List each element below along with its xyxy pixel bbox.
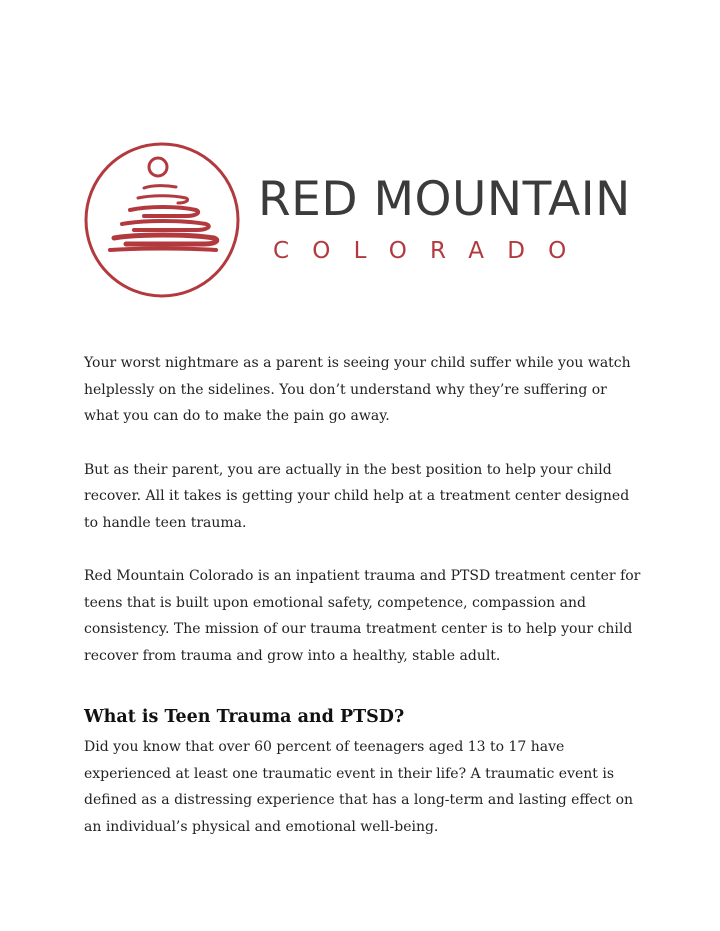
paragraph-parent-role: But as their parent, you are actually in the best position to help your child recover. All it takes is getting your child help at a treatment center designed to handle teen trauma. [84, 461, 630, 531]
logo-subtitle: COLORADO [273, 238, 590, 264]
logo-title: RED MOUNTAIN [258, 172, 631, 227]
section-heading: What is Teen Trauma and PTSD? [84, 707, 405, 727]
paragraph-intro: Your worst nightmare as a parent is seeing your child suffer while you watch helplessly on the sidelines. You don’t understand why they’re suffering or what you can do to make the pain go away. [84, 355, 631, 424]
mountain-emblem-icon [82, 140, 242, 300]
red-mountain-logo [80, 140, 640, 305]
paragraph-about-center: Red Mountain Colorado is an inpatient trauma and PTSD treatment center for teens that is built upon emotional safety, competence, compassion and consistency. The mission of our trauma treatment center is to help your child recover from trauma and grow into a healthy, stable adult. [84, 568, 641, 664]
article-body [84, 350, 644, 867]
paragraph-trauma-definition: Did you know that over 60 percent of teenagers aged 13 to 17 have experienced at least one traumatic event in their life? A traumatic event is defined as a distressing experience that has a long-term and lasting effect on an individual’s physical and emotional well-being. [84, 739, 634, 835]
